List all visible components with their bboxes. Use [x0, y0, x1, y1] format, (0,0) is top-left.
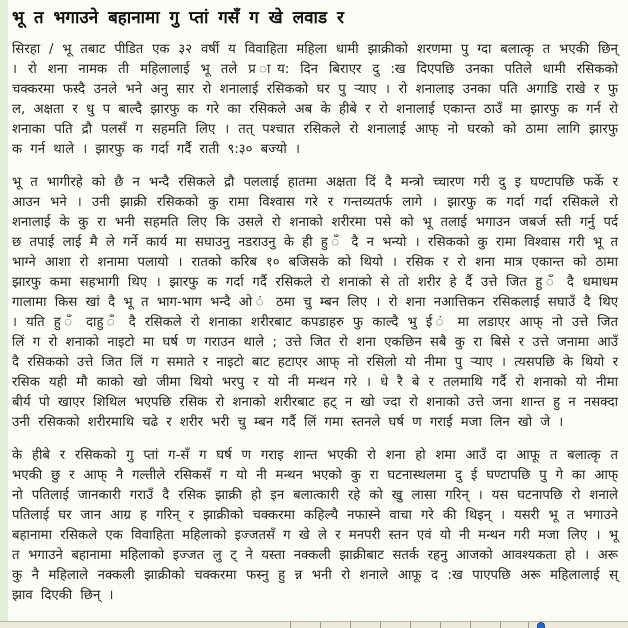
ruler-tick — [440, 622, 441, 628]
ruler-tick — [320, 622, 321, 628]
ruler-tick — [350, 622, 351, 628]
article-body — [8, 0, 622, 620]
tray-blue-dot-icon[interactable] — [537, 622, 545, 628]
article-paragraph-1: सिरहा / भू तबाट पीडित एक ३२ वर्षी य विवाहिता महिला धामी झाक्रीको शरणमा पु ग्दा बलात्कृ त भएकी छिन् । रो शना नामक ती महिलालाई भू तले प्र ाय: दिन बिराएर दु :ख दिएपछि उनका पतिले धामी रसिकको चक्करमा फस्दै उनले भने अनु सार रो शनालाई रसिकको घर पु ऱ्याए । रो शनालाइ उनका पति अगाडि राखे र फु ल, अक्षता र धु प बाल्दै झारफु क गरे का रसिकले अब के हीबे र रो शनालाई एकान्त ठाउँ मा झारफु क गर्न रो शनाका पति द्रौ पलसँ ग सहमति लिए । तत् पश्चात रसिकले रो शनालाई आफ् नो घरको को ठामा लागि झारफु क गर्न थाले । झारफु क गर्दा गर्दै राती ९:३० बज्यो । — [12, 42, 618, 157]
ruler-tick — [290, 622, 291, 628]
article-paragraph-2: भू त भागीरहे को छै न भन्दै रसिकले द्रौ पललाई हातमा अक्षता दिं दै मन्त्रो च्चारण गरी दु इ घण्टापछि फर्के र आउन भने । उनी झाक्री रसिकको कु रामा विश्वास गरे र गन्तव्यतर्फ लागे । झारफु क गर्दा गर्दा रसिकले रो शनालाई के कु रा भनी सहमति लिए कि उसले रो शनाको शरीरमा पसे को भू तलाई भगाउन जबर्ज स्ती गर्नु पर्द छ तपाई लाई मै ले गर्ने कार्य मा सघाउनु नडराउनु के ही हु ँ दै न भन्यो । रसिकको कु रामा विश्वास गरी भू त भाग्ने आशा रो शनामा पलायो । रातको करिब १० बजिसके को थियो । रसिक र रो शना मात्र एकान्त को ठामा झारफु कमा सहभागी थिए । झारफु क गर्दा गर्दै रसिकले रो शनाको से तो शरीर हे र्दै उत्ते जित हु ँ दै धमाधम गालामा किस खां दै भू त भाग-भाग भन्दै ओ ं ठमा चु म्बन लिए । रो शना नआत्तिकन रसिकलाई सघाउँ दै थिए । यति हु ँ दाहु ँ दै रसिकले रो शनाका शरीरबाट कपडाहरु फु काल्दै भु ई ं मा लडाएर आफ् नो उत्ते जित लिं ग रो शनाको नाइटो मा घर्ष ण गराउन थाले ; उत्ते जित रो शना एकछिन सबै कु रा बिसे र उत्ते जनामा आउँ दै रसिकको उत्ते जित लिं ग समाते र नाइटो बाट हटाएर आफ् नो रसिलो यो नीमा पु ऱ्याए । त्यसपछि के थियो र रसिक यही मौ काको खो जीमा थियो भरपु र यो नी मन्थन गरे । धे रै बे र तलमाथि गर्दै रो शनाको यो नीमा बीर्य पो खाएर शिथिल भएपछि रसिक रो शनाको शरीरबाट हट् न खो ज्दा रो शनाको उत्ते जना शान्त हु न नसक्दा उनी रसिकको शरीरमाथि चढे र शरीर भरी चु म्बन गर्दै लिं गमा स्तनले घर्ष ण गराई मजा लिन खो जे । — [12, 175, 618, 430]
ruler-tick — [500, 622, 501, 628]
ruler-tick — [470, 622, 471, 628]
ruler-tick — [380, 622, 381, 628]
article-paragraph-3: के हीबे र रसिकको गु प्तां ग-सँ ग घर्ष ण गराइ शान्त भएकी रो शना हो शमा आउँ दा आफू त बलात्कृ त भएकी छु र आफ् नै गल्तीले रसिकसँ ग यो नी मन्थन भएको कु रा घटनास्थलमा दु ई घण्टापछि पु गे का आफ् नो पतिलाई जानकारी गराउँ दै रसिक झाक्री हो इन बलात्कारी रहे को खु लासा गरिन् । यस घटनापछि रो शनाले पतिलाई घर जान आग्र ह गरिन् र झाक्रीको चक्करमा कहिल्यै नफास्ने वाचा गरे की थिइन् । यसरी भू त भगाउने बहानामा रसिकले एक विवाहिता महिलाको इज्जतसँ ग खे ले र मनपरी स्तन एवं यो नी मन्थन गरी मजा लिए । भू त भगाउने बहानामा महिलाको इज्जत लु ट् ने यस्ता नक्कली झाक्रीबाट सतर्क रहनु आजको आवश्यकता हो । अरू कु नै महिलाले नक्कली झाक्रीको चक्करमा फस्नु हु न्न भनी रो शनाले आफू द :ख पाएपछि अरू महिलालाई स् झाव दिएकी छिन् । — [12, 448, 618, 603]
ruler-tick — [528, 622, 529, 628]
article-title: भू त भगाउने बहानामा गु प्तां गसँ ग खे लवाड र — [12, 8, 344, 28]
left-margin-strip — [0, 0, 8, 628]
ruler-tick — [410, 622, 411, 628]
taskbar-edge — [0, 621, 628, 628]
